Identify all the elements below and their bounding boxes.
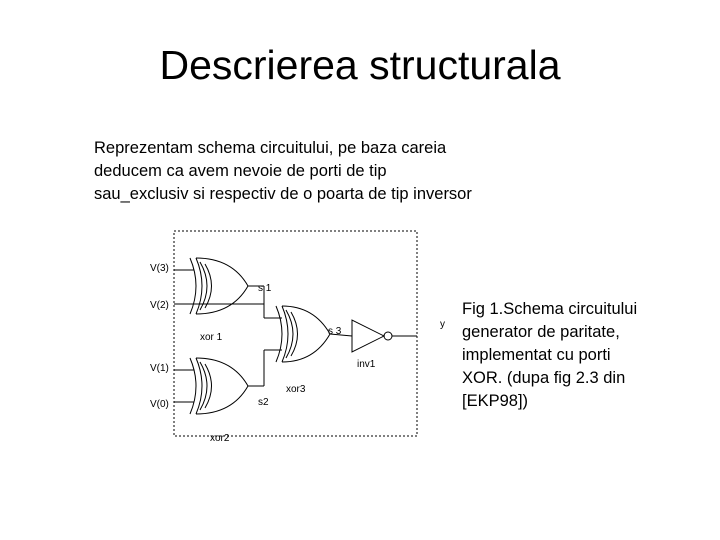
xor-gate-xor1 bbox=[190, 258, 248, 314]
caption-line: XOR. (dupa fig 2.3 din bbox=[462, 369, 626, 387]
signal-label-s2: s2 bbox=[258, 397, 269, 408]
gate-label-inv1: inv1 bbox=[357, 359, 376, 370]
body-line: sau_exclusiv si respectiv de o poarta de tip inversor bbox=[94, 185, 472, 203]
body-line: Reprezentam schema circuitului, pe baza careia bbox=[94, 139, 447, 157]
caption-line: generator de paritate, bbox=[462, 323, 620, 341]
input-label-v2: V(2) bbox=[150, 300, 169, 311]
figure-caption bbox=[462, 298, 702, 413]
signal-label-s1: s 1 bbox=[258, 283, 272, 294]
xor-gate-xor3 bbox=[276, 306, 330, 362]
caption-line: Fig 1.Schema circuitului bbox=[462, 300, 638, 318]
gate-label-xor1: xor 1 bbox=[200, 332, 223, 343]
gate-label-xor2: xor2 bbox=[210, 433, 230, 444]
output-label-y: y bbox=[440, 319, 445, 330]
input-label-v1: V(1) bbox=[150, 363, 169, 374]
caption-line: [EKP98]) bbox=[462, 392, 529, 410]
signal-label-s3: s 3 bbox=[328, 326, 342, 337]
slide-title: Descrierea structurala bbox=[159, 42, 561, 88]
input-label-v3: V(3) bbox=[150, 263, 169, 274]
caption-line: implementat cu porti bbox=[462, 346, 611, 364]
input-label-v0: V(0) bbox=[150, 399, 169, 410]
xor-gate-xor2 bbox=[190, 358, 248, 414]
body-line: deducem ca avem nevoie de porti de tip bbox=[94, 162, 387, 180]
inverter-inv1 bbox=[352, 320, 392, 352]
gate-label-xor3: xor3 bbox=[286, 384, 306, 395]
